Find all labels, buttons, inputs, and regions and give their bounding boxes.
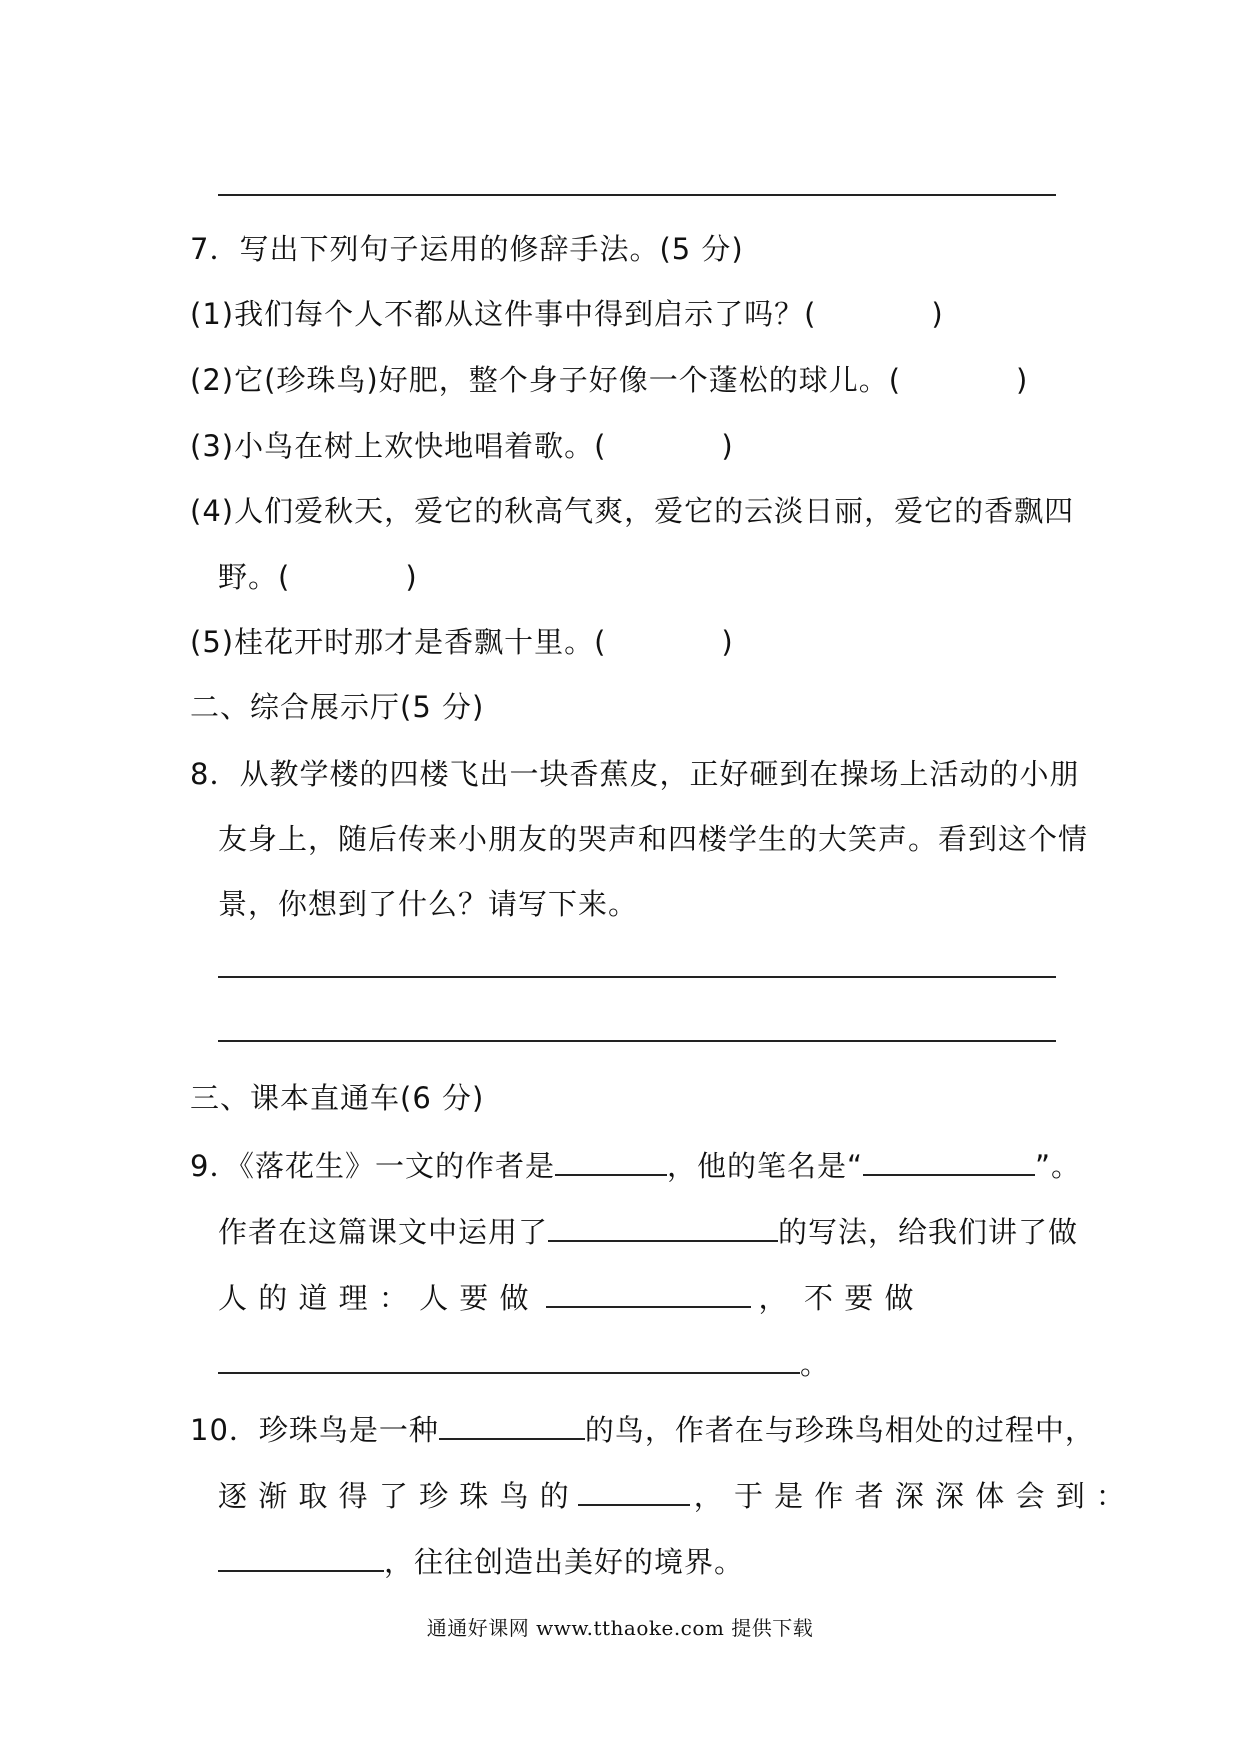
close-paren: ) (405, 560, 418, 594)
item-text: 野。( (218, 560, 291, 594)
text: ，往往创造出美好的境界。 (384, 1545, 745, 1579)
item-text: (5)桂花开时那才是香飘十里。( (190, 625, 607, 659)
question-10-line-2 (218, 1474, 1126, 1516)
question-10-line-1 (190, 1408, 1095, 1450)
question-9-line-2 (218, 1210, 1078, 1252)
item-text: (2)它(珍珠鸟)好肥，整个身子好像一个蓬松的球儿。( (190, 363, 902, 397)
answer-line[interactable] (218, 976, 1056, 978)
fill-blank-author[interactable] (555, 1144, 667, 1176)
answer-line[interactable] (218, 194, 1056, 196)
close-paren: ) (1016, 363, 1029, 397)
question-7-item-4-cont (218, 557, 418, 597)
close-paren: ) (721, 625, 734, 659)
fill-blank-penname[interactable] (863, 1144, 1035, 1176)
fill-blank-trust[interactable] (578, 1474, 690, 1506)
item-text: (3)小鸟在树上欢快地唱着歌。( (190, 429, 607, 463)
question-7-item-1 (190, 294, 944, 334)
text: 10．珍珠鸟是一种 (190, 1413, 439, 1447)
close-paren: ) (931, 297, 944, 331)
text: ， 不 要 做 (758, 1281, 915, 1315)
page-footer: 通通好课网 www.tthaoke.com 提供下载 (426, 1616, 814, 1640)
text: 逐 渐 取 得 了 珍 珠 鸟 的 (218, 1479, 570, 1513)
question-7-item-3 (190, 426, 734, 466)
question-7-stem: 7．写出下列句子运用的修辞手法。(5 分) (190, 232, 744, 266)
fill-blank-bird-type[interactable] (439, 1408, 585, 1440)
close-paren: ) (721, 429, 734, 463)
question-10-line-3 (218, 1540, 744, 1582)
question-8-line-2: 友身上，随后传来小朋友的哭声和四楼学生的大笑声。看到这个情 (218, 822, 1089, 856)
text: ，他的笔名是“ (666, 1149, 863, 1183)
fill-blank-insight[interactable] (218, 1540, 384, 1572)
question-7-item-4: (4)人们爱秋天，爱它的秋高气爽，爱它的云淡日丽，爱它的香飘四 (190, 494, 1075, 528)
question-7-item-2 (190, 360, 1028, 400)
text: 人 的 道 理 ： 人 要 做 (218, 1281, 530, 1315)
question-8-line-3: 景，你想到了什么？请写下来。 (218, 887, 639, 921)
text: 作者在这篇课文中运用了 (218, 1215, 549, 1249)
question-7-item-5 (190, 622, 734, 662)
text: 的鸟，作者在与珍珠鸟相处的过程中， (584, 1413, 1095, 1447)
question-9-line-4 (218, 1342, 830, 1384)
section-3-heading: 三、课本直通车(6 分) (190, 1081, 485, 1115)
text: 的写法，给我们讲了做 (778, 1215, 1079, 1249)
fill-blank-technique[interactable] (548, 1210, 778, 1242)
question-8-line-1: 8．从教学楼的四楼飞出一块香蕉皮，正好砸到在操场上活动的小朋 (190, 757, 1080, 791)
item-text: (1)我们每个人不都从这件事中得到启示了吗？( (190, 297, 817, 331)
answer-line[interactable] (218, 1040, 1056, 1042)
text: ， 于 是 作 者 深 深 体 会 到 ： (693, 1479, 1126, 1513)
fill-blank-dont[interactable] (218, 1342, 800, 1374)
fill-blank-do[interactable] (546, 1276, 751, 1308)
text: 9．《落花生》一文的作者是 (190, 1149, 555, 1183)
text: ”。 (1034, 1149, 1082, 1183)
question-9-line-3 (218, 1276, 914, 1318)
question-9-line-1 (190, 1144, 1081, 1186)
text: 。 (800, 1347, 831, 1381)
section-2-heading: 二、综合展示厅(5 分) (190, 690, 485, 724)
